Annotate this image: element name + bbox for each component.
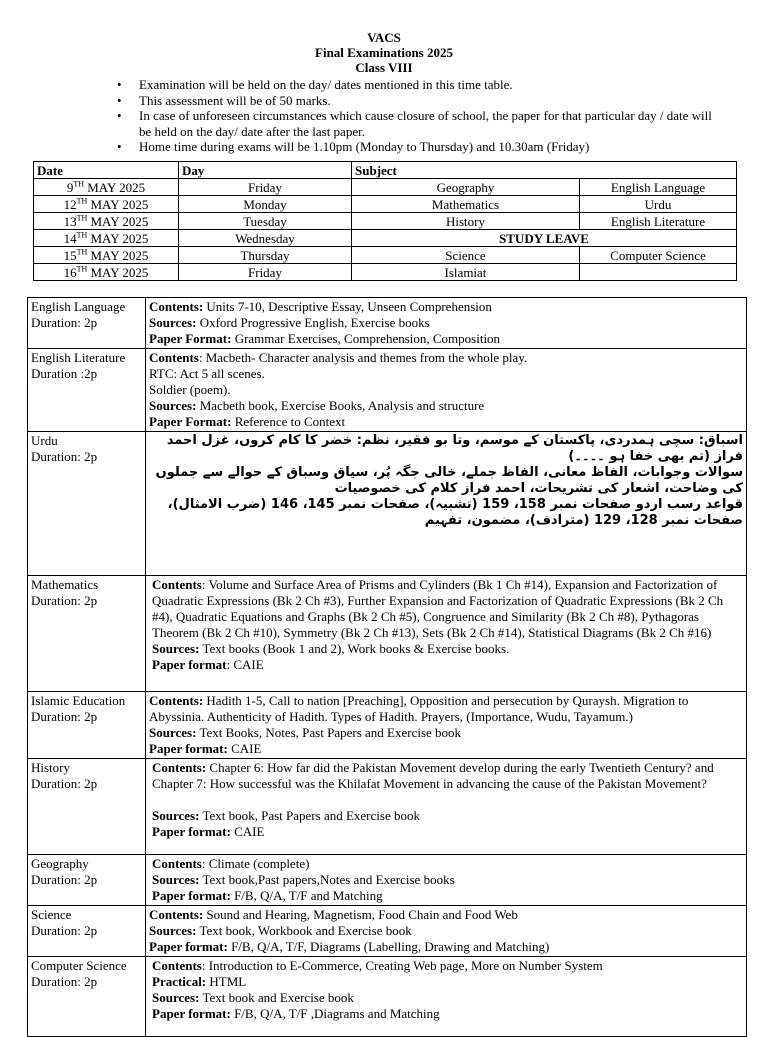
- note-item: • This assessment will be of 50 marks.: [139, 93, 719, 109]
- format-label: Paper format:: [152, 1006, 231, 1021]
- note-item: • Examination will be held on the day/ dates mentioned in this time table.: [139, 77, 719, 93]
- subject-name: English Language: [31, 299, 126, 314]
- subject-cell: English Literature: [580, 213, 737, 230]
- subject-cell: English Language: [580, 179, 737, 196]
- duration: Duration: 2p: [31, 776, 98, 791]
- day-cell: Wednesday: [179, 230, 352, 247]
- practical-label: Practical:: [152, 974, 207, 989]
- schedule-row: [34, 196, 737, 213]
- subject-cell: History: [352, 213, 580, 230]
- details-cell: [146, 432, 747, 576]
- format-label: Paper format:: [149, 741, 228, 756]
- date-cell: 16TH MAY 2025: [34, 264, 179, 281]
- exam-title: Final Examinations 2025: [315, 45, 453, 60]
- subject-name: Geography: [31, 856, 89, 871]
- syllabus-row-mathematics: [28, 576, 747, 692]
- schedule-row: [34, 264, 737, 281]
- document-header: [0, 0, 768, 75]
- format-label: Paper format: [152, 657, 227, 672]
- schedule-row: [34, 213, 737, 230]
- format-label: Paper format:: [149, 939, 228, 954]
- duration: Duration: 2p: [31, 923, 98, 938]
- syllabus-row-english-literature: [28, 349, 747, 432]
- subject-cell: Urdu: [580, 196, 737, 213]
- date-cell: 12TH MAY 2025: [34, 196, 179, 213]
- format-text: F/B, Q/A, T/F, Diagrams (Labelling, Drawing and Matching): [227, 939, 550, 954]
- subject-cell: [28, 855, 146, 906]
- date-cell: 9TH MAY 2025: [34, 179, 179, 196]
- details-cell: [146, 298, 747, 349]
- sources-label: Sources:: [152, 641, 200, 656]
- subject-cell: [28, 759, 146, 855]
- contents-text: : Introduction to E-Commerce, Creating Web page, More on Number System: [201, 958, 603, 973]
- syllabus-table: [27, 297, 747, 1037]
- sources-label: Sources:: [152, 808, 200, 823]
- sources-text: Text books (Book 1 and 2), Work books & Exercise books.: [199, 641, 510, 656]
- urdu-exercises: سوالات وجوابات، الفاظ معانی، الفاظ جملے، خالی جگہ پُر، سیاق وسباق کے حوالے سے جملوں کی وضاحت، اشعار کی تشریحات، احمد فراز کلام کی خصوصیات: [155, 465, 743, 496]
- contents-text: : Climate (complete): [201, 856, 310, 871]
- contents-text: Units 7-10, Descriptive Essay, Unseen Comprehension: [203, 299, 492, 314]
- subject-cell: [28, 692, 146, 759]
- sources-text: Text book and Exercise book: [199, 990, 354, 1005]
- subject-cell: [28, 298, 146, 349]
- school-name: VACS: [367, 30, 401, 45]
- schedule-row: [34, 247, 737, 264]
- format-text: Grammar Exercises, Comprehension, Composition: [231, 331, 501, 346]
- schedule-row: [34, 179, 737, 196]
- details-cell: [146, 349, 747, 432]
- study-leave-cell: STUDY LEAVE: [352, 230, 737, 247]
- subject-cell: [28, 576, 146, 692]
- format-text: Reference to Context: [231, 414, 346, 429]
- subject-name: History: [31, 760, 70, 775]
- details-cell: [146, 692, 747, 759]
- duration: Duration: 2p: [31, 449, 98, 464]
- duration: Duration: 2p: [31, 593, 98, 608]
- format-label: Paper format:: [152, 888, 231, 903]
- format-text: CAIE: [230, 824, 265, 839]
- subject-name: Mathematics: [31, 577, 99, 592]
- contents-text: Hadith 1-5, Call to nation [Preaching], Opposition and persecution by Quraysh. Migration to Abyssinia. Authenticity of Hadith. Types of Hadith. Prayers, (Importance, Wudu, Tayamum.): [149, 693, 689, 724]
- day-cell: Thursday: [179, 247, 352, 264]
- subject-cell: Mathematics: [352, 196, 580, 213]
- note-item: • In case of unforeseen circumstances which cause closure of school, the paper for that particular day / date will be held on the day/ date after the last paper.: [139, 108, 719, 139]
- contents-text: : Macbeth- Character analysis and themes from the whole play.: [198, 350, 528, 365]
- contents-text: Sound and Hearing, Magnetism, Food Chain and Food Web: [203, 907, 518, 922]
- details-cell: [146, 906, 747, 957]
- subject-cell: [580, 264, 737, 281]
- sources-label: Sources:: [149, 315, 197, 330]
- poem-text: Soldier (poem).: [149, 382, 231, 397]
- rtc-text: RTC: Act 5 all scenes.: [149, 366, 265, 381]
- duration: Duration: 2p: [31, 974, 98, 989]
- format-label: Paper format:: [152, 824, 231, 839]
- contents-label: Contents:: [149, 907, 204, 922]
- practical-text: HTML: [206, 974, 247, 989]
- format-label: Paper Format:: [149, 331, 232, 346]
- column-header-day: Day: [179, 162, 352, 179]
- details-cell: [146, 759, 747, 855]
- subject-name: Science: [31, 907, 72, 922]
- contents-label: Contents:: [152, 760, 207, 775]
- sources-text: Text book, Workbook and Exercise book: [196, 923, 412, 938]
- format-text: F/B, Q/A, T/F ,Diagrams and Matching: [230, 1006, 440, 1021]
- subject-cell: [28, 349, 146, 432]
- format-text: CAIE: [227, 741, 262, 756]
- urdu-grammar: قواعد رسب اردو صفحات نمبر 158، 159 (تشبیہ)، صفحات نمبر 145، 146 (ضرب الامثال)، صفحات نمبر 128، 129 (مترادف)، مضمون، تفہیم: [167, 497, 743, 528]
- sources-label: Sources:: [152, 990, 200, 1005]
- subject-cell: Science: [352, 247, 580, 264]
- sources-label: Sources:: [152, 872, 200, 887]
- subject-name: English Literature: [31, 350, 126, 365]
- note-item: • Home time during exams will be 1.10pm (Monday to Thursday) and 10.30am (Friday): [139, 139, 719, 155]
- subject-cell: Computer Science: [580, 247, 737, 264]
- contents-label: Contents: [152, 958, 202, 973]
- contents-label: Contents:: [149, 693, 204, 708]
- sources-text: Text book,Past papers,Notes and Exercise books: [199, 872, 455, 887]
- contents-text: Chapter 6: How far did the Pakistan Movement develop during the early Twentieth Century? and Chapter 7: How successful was the Khilafat Movement in advancing the cause of the Pakistan Movement?: [152, 760, 714, 791]
- format-text: F/B, Q/A, T/F and Matching: [230, 888, 383, 903]
- contents-label: Contents: [152, 856, 202, 871]
- urdu-lessons: اسباق: سچی ہمدردی، پاکستان کے موسم، وتا بو فقیر، نظم: خضر کا کام کروں، غزل احمد فراز (تم بھی خفا ہو ۔۔۔۔): [166, 433, 743, 464]
- day-cell: Friday: [179, 179, 352, 196]
- syllabus-row-english-language: [28, 298, 747, 349]
- syllabus-row-urdu: [28, 432, 747, 576]
- contents-label: Contents: [152, 577, 202, 592]
- subject-cell: [28, 432, 146, 576]
- subject-cell: Geography: [352, 179, 580, 196]
- duration: Duration: 2p: [31, 709, 98, 724]
- sources-text: Text book, Past Papers and Exercise book: [199, 808, 420, 823]
- class-name: Class VIII: [355, 60, 413, 75]
- duration: Duration :2p: [31, 366, 98, 381]
- sources-label: Sources:: [149, 923, 197, 938]
- syllabus-row-computer-science: [28, 957, 747, 1037]
- details-cell: [146, 576, 747, 692]
- subject-cell: Islamiat: [352, 264, 580, 281]
- sources-text: Oxford Progressive English, Exercise books: [196, 315, 430, 330]
- day-cell: Friday: [179, 264, 352, 281]
- date-cell: 15TH MAY 2025: [34, 247, 179, 264]
- sources-label: Sources:: [149, 398, 197, 413]
- subject-name: Islamic Education: [31, 693, 126, 708]
- exam-notes: [0, 77, 719, 155]
- syllabus-row-science: [28, 906, 747, 957]
- day-cell: Monday: [179, 196, 352, 213]
- column-header-date: Date: [34, 162, 179, 179]
- details-cell: [146, 855, 747, 906]
- day-cell: Tuesday: [179, 213, 352, 230]
- details-cell: [146, 957, 747, 1037]
- syllabus-row-history: [28, 759, 747, 855]
- subject-name: Computer Science: [31, 958, 127, 973]
- format-label: Paper Format:: [149, 414, 232, 429]
- column-header-subject: Subject: [352, 162, 737, 179]
- subject-cell: [28, 906, 146, 957]
- contents-text: : Volume and Surface Area of Prisms and Cylinders (Bk 1 Ch #14), Expansion and Factorization of Quadratic Expressions (Bk 2 Ch #3), Further Expansion and Factorization of Quadratic Expressions (Bk 2 Ch #4), Quadratic Equations and Graphs (Bk 2 Ch #5), Congruence and Similarity (Bk 2 Ch #8), Pythagoras Theorem (Bk 2 Ch #10), Symmetry (Bk 2 Ch #13), Sets (Bk 2 Ch #14), Statistical Diagrams (Bk 2 Ch #16): [152, 577, 724, 640]
- sources-text: Text Books, Notes, Past Papers and Exercise book: [196, 725, 462, 740]
- duration: Duration: 2p: [31, 315, 98, 330]
- schedule-row: [34, 230, 737, 247]
- date-cell: 13TH MAY 2025: [34, 213, 179, 230]
- exam-schedule-table: [33, 161, 737, 281]
- schedule-header-row: [34, 162, 737, 179]
- syllabus-row-geography: [28, 855, 747, 906]
- duration: Duration: 2p: [31, 872, 98, 887]
- format-text: : CAIE: [226, 657, 264, 672]
- subject-cell: [28, 957, 146, 1037]
- sources-text: Macbeth book, Exercise Books, Analysis and structure: [196, 398, 485, 413]
- syllabus-row-islamic-education: [28, 692, 747, 759]
- contents-label: Contents:: [149, 299, 204, 314]
- sources-label: Sources:: [149, 725, 197, 740]
- contents-label: Contents: [149, 350, 199, 365]
- subject-name: Urdu: [31, 433, 58, 448]
- date-cell: 14TH MAY 2025: [34, 230, 179, 247]
